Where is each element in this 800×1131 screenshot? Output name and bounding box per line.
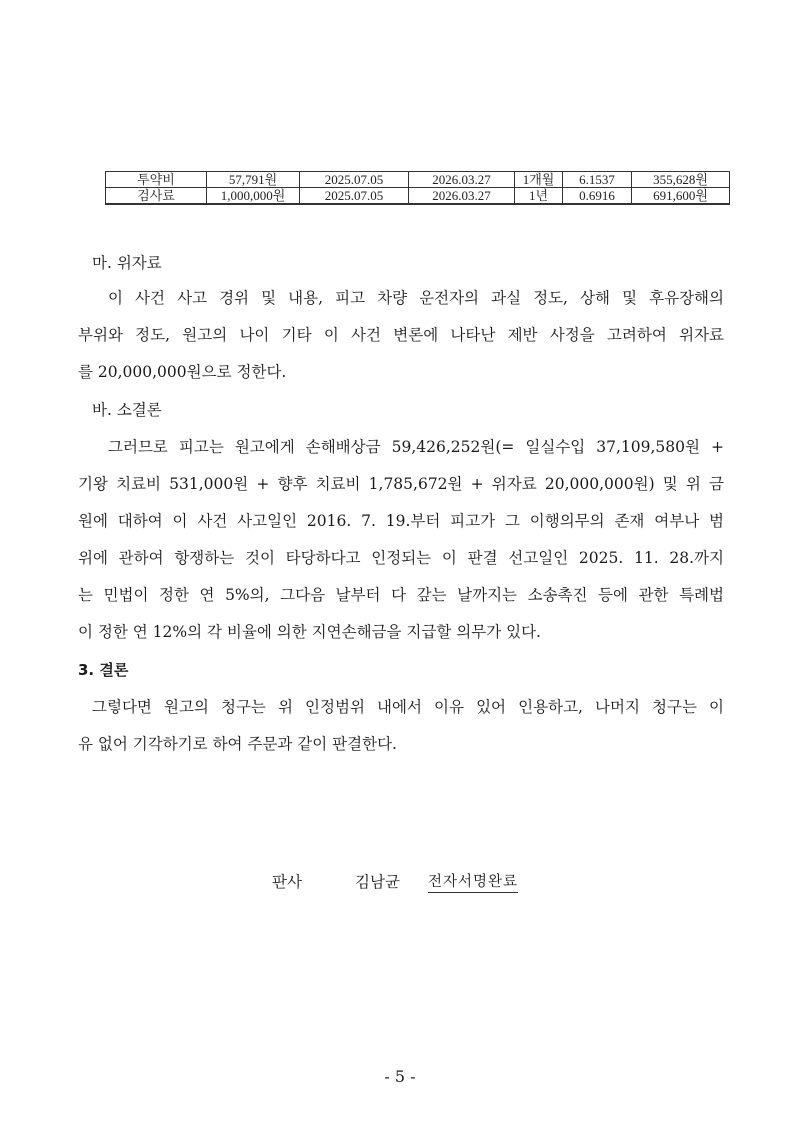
paragraph-line: 는 민법이 정한 연 5%의, 그다음 날부터 다 갚는 날까지는 소송촉진 등에 관한 특례법 <box>78 586 724 604</box>
table-cell-item: 검사료 <box>106 188 207 205</box>
table-cell-period: 1년 <box>515 188 563 205</box>
table-cell-start-date: 2025.07.05 <box>300 172 409 188</box>
section-heading-consolation: 마. 위자료 <box>92 254 162 272</box>
table-cell-end-date: 2026.03.27 <box>409 172 515 188</box>
paragraph-line: 이 사건 사고 경위 및 내용, 피고 차량 운전자의 과실 정도, 상해 및 후유장해의 <box>108 289 724 307</box>
section-heading-conclusion-sub: 바. 소결론 <box>92 401 162 419</box>
table-cell-coefficient: 0.6916 <box>563 188 632 205</box>
paragraph-line: 기왕 치료비 531,000원 + 향후 치료비 1,785,672원 + 위자료 20,000,000원) 및 위 금 <box>78 475 724 493</box>
paragraph-line: 이 정한 연 12%의 각 비율에 의한 지연손해금을 지급할 의무가 있다. <box>78 623 541 641</box>
table-row <box>106 172 730 188</box>
paragraph-line: 원에 대하여 이 사건 사고일인 2016. 7. 19.부터 피고가 그 이행의무의 존재 여부나 범 <box>78 512 724 530</box>
page-number: - 5 - <box>384 1067 416 1086</box>
paragraph-line: 를 20,000,000원으로 정한다. <box>78 363 287 381</box>
table-cell-result: 355,628원 <box>632 172 730 188</box>
paragraph-line: 그러므로 피고는 원고에게 손해배상금 59,426,252원(= 일실수입 37,109,580원 + <box>108 438 724 456</box>
judge-title: 판사 <box>272 873 302 891</box>
table-cell-item: 투약비 <box>106 172 207 188</box>
table-cell-coefficient: 6.1537 <box>563 172 632 188</box>
table-row <box>106 188 730 205</box>
table-cell-amount: 1,000,000원 <box>207 188 300 205</box>
section-heading-conclusion: 3. 결론 <box>78 661 129 679</box>
paragraph-line: 그렇다면 원고의 청구는 위 인정범위 내에서 이유 있어 인용하고, 나머지 청구는 이 <box>92 698 724 716</box>
table-cell-period: 1개월 <box>515 172 563 188</box>
table-cell-amount: 57,791원 <box>207 172 300 188</box>
paragraph-line: 위에 관하여 항쟁하는 것이 타당하다고 인정되는 이 판결 선고일인 2025. 11. 28.까지 <box>78 549 724 567</box>
table-cell-result: 691,600원 <box>632 188 730 205</box>
paragraph-line: 부위와 정도, 원고의 나이 기타 이 사건 변론에 나타난 제반 사정을 고려하여 위자료 <box>78 326 724 344</box>
e-signature-stamp: 전자서명완료 <box>428 870 518 893</box>
treatment-cost-table <box>105 171 730 205</box>
judge-name: 김남균 <box>355 873 400 891</box>
judge-signature-block <box>0 870 800 892</box>
table-cell-start-date: 2025.07.05 <box>300 188 409 205</box>
paragraph-line: 유 없어 기각하기로 하여 주문과 같이 판결한다. <box>78 735 397 753</box>
table-cell-end-date: 2026.03.27 <box>409 188 515 205</box>
